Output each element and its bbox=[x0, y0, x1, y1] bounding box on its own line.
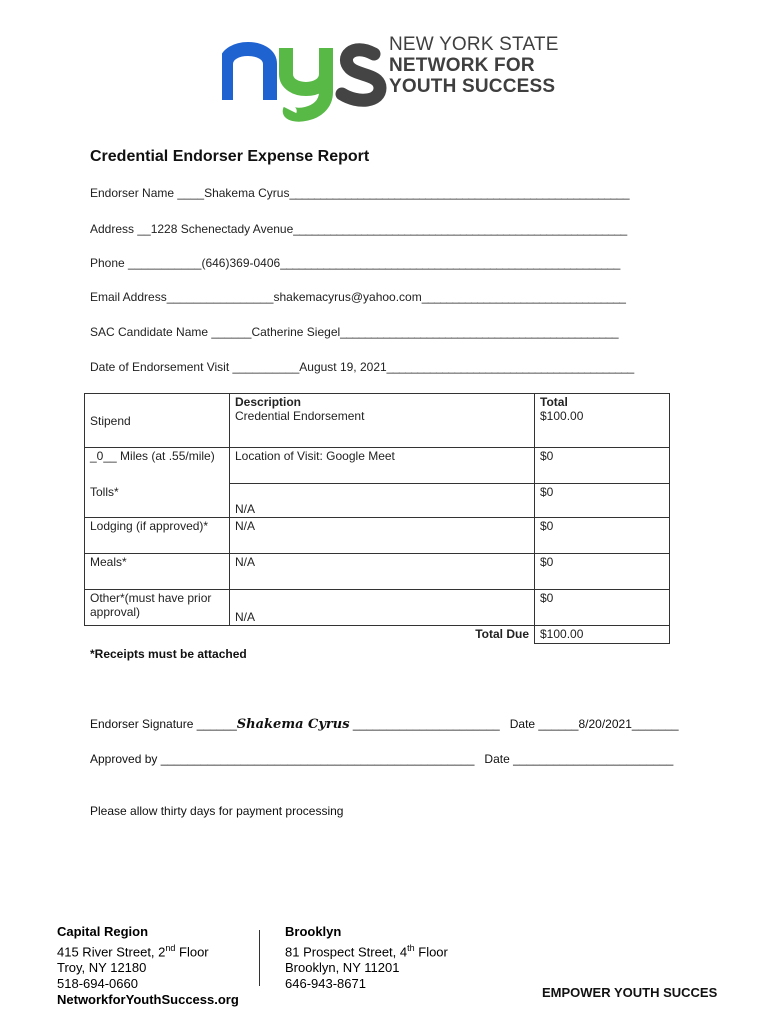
candidate-trail: _____________________________________________ bbox=[340, 325, 618, 339]
description-lodging: N/A bbox=[235, 519, 256, 533]
table-row bbox=[85, 484, 670, 518]
total-lodging: $0 bbox=[540, 519, 554, 533]
footer-left-street-end: Floor bbox=[175, 944, 209, 960]
description-cell bbox=[230, 448, 535, 484]
footer-right-street-line bbox=[285, 940, 448, 960]
footer-left-region: Capital Region bbox=[57, 924, 149, 939]
total-cell bbox=[535, 554, 670, 590]
logo-line-1: NEW YORK STATE bbox=[389, 34, 559, 55]
footer-right-city: Brooklyn, NY 11201 bbox=[285, 960, 400, 976]
table-row bbox=[85, 590, 670, 626]
item-cell bbox=[85, 590, 230, 626]
total-due-cell bbox=[535, 626, 670, 644]
total-stipend: $100.00 bbox=[540, 409, 584, 423]
total-cell bbox=[535, 484, 670, 518]
signature-date-label: Date ______ bbox=[509, 717, 579, 731]
payment-notice: Please allow thirty days for payment processing bbox=[90, 804, 344, 818]
email-label: Email Address________________ bbox=[90, 290, 274, 304]
approval-line bbox=[90, 752, 673, 766]
email-value: shakemacyrus@yahoo.com bbox=[273, 290, 422, 304]
address-trail: ______________________________________________________ bbox=[293, 222, 627, 236]
logo-y-shape bbox=[286, 48, 326, 115]
total-tolls: $0 bbox=[540, 485, 554, 499]
endorser-name-label: Endorser Name ____ bbox=[90, 186, 205, 200]
description-miles: Location of Visit: Google Meet bbox=[235, 449, 395, 463]
item-cell bbox=[85, 484, 230, 518]
receipts-note: *Receipts must be attached bbox=[90, 647, 247, 661]
visit-date-trail: ________________________________________ bbox=[386, 360, 634, 374]
table-row bbox=[85, 394, 670, 448]
footer-brooklyn bbox=[285, 924, 448, 992]
footer-right-street-sup: th bbox=[407, 943, 415, 953]
logo-s-shape bbox=[342, 50, 380, 101]
endorser-signature: Shakema Cyrus bbox=[236, 717, 350, 732]
item-stipend: Stipend bbox=[90, 413, 131, 428]
item-lodging: Lodging (if approved)* bbox=[90, 519, 209, 533]
description-stipend: Credential Endorsement bbox=[235, 409, 365, 423]
item-cell bbox=[85, 394, 230, 448]
item-cell bbox=[85, 518, 230, 554]
total-due-value: $100.00 bbox=[540, 627, 584, 641]
email-trail: _________________________________ bbox=[421, 290, 626, 304]
visit-date-value: August 19, 2021 bbox=[299, 360, 387, 374]
signature-label: Endorser Signature ______ bbox=[90, 717, 237, 731]
endorser-name-trail: _______________________________________________________ bbox=[289, 186, 630, 200]
total-meals: $0 bbox=[540, 555, 554, 569]
signature-line bbox=[90, 717, 679, 732]
address-label: Address __ bbox=[90, 222, 151, 236]
item-meals: Meals* bbox=[90, 555, 127, 569]
table-row bbox=[85, 518, 670, 554]
endorser-name-field bbox=[90, 186, 629, 200]
visit-date-label: Date of Endorsement Visit __________ bbox=[90, 360, 300, 374]
footer-tagline: EMPOWER YOUTH SUCCES bbox=[542, 985, 718, 1000]
total-cell bbox=[535, 590, 670, 626]
item-miles: _0__ Miles (at .55/mile) bbox=[90, 449, 215, 463]
table-row bbox=[85, 626, 670, 644]
expense-table bbox=[84, 393, 670, 644]
logo-n-shape bbox=[226, 49, 270, 100]
description-header: Description bbox=[235, 395, 302, 409]
description-cell bbox=[230, 394, 535, 448]
description-cell bbox=[230, 554, 535, 590]
footer-left-city: Troy, NY 12180 bbox=[57, 960, 147, 976]
signature-trail: ______________________ bbox=[349, 717, 500, 731]
phone-trail: _______________________________________________________ bbox=[280, 256, 620, 270]
endorser-name-value: Shakema Cyrus bbox=[204, 186, 290, 200]
candidate-value: Catherine Siegel bbox=[251, 325, 341, 339]
footer-divider bbox=[259, 930, 260, 986]
item-cell bbox=[85, 448, 230, 484]
visit-date-field bbox=[90, 360, 634, 374]
phone-field bbox=[90, 256, 620, 270]
candidate-field bbox=[90, 325, 618, 339]
empty-cell bbox=[85, 626, 230, 644]
page-title: Credential Endorser Expense Report bbox=[90, 148, 370, 165]
footer-website-link[interactable]: NetworkforYouthSuccess.org bbox=[57, 992, 239, 1008]
total-cell bbox=[535, 518, 670, 554]
description-other: N/A bbox=[235, 610, 256, 624]
candidate-label: SAC Candidate Name ______ bbox=[90, 325, 252, 339]
logo-line-2: NETWORK FOR bbox=[389, 55, 535, 76]
footer-left-street-line bbox=[57, 940, 239, 960]
description-cell bbox=[230, 484, 535, 518]
phone-value: (646)369-0406 bbox=[201, 256, 281, 270]
phone-label: Phone ___________ bbox=[90, 256, 202, 270]
description-cell bbox=[230, 590, 535, 626]
signature-date-trail: _______ bbox=[631, 717, 679, 731]
item-cell bbox=[85, 554, 230, 590]
total-cell bbox=[535, 394, 670, 448]
email-field bbox=[90, 290, 625, 304]
footer-right-street: 81 Prospect Street, 4 bbox=[285, 944, 408, 960]
description-meals: N/A bbox=[235, 555, 256, 569]
item-tolls: Tolls* bbox=[90, 484, 119, 499]
table-row bbox=[85, 554, 670, 590]
logo-line-3: YOUTH SUCCESS bbox=[389, 76, 556, 97]
approved-by-label: Approved by _______________________________________________ bbox=[90, 752, 475, 766]
address-field bbox=[90, 222, 627, 236]
total-due-label-cell bbox=[230, 626, 535, 644]
footer-capital-region bbox=[57, 924, 239, 1008]
footer-right-phone: 646-943-8671 bbox=[285, 976, 366, 992]
table-row bbox=[85, 448, 670, 484]
logo-wordmark bbox=[389, 34, 559, 97]
description-tolls: N/A bbox=[235, 502, 256, 516]
footer-left-street: 415 River Street, 2 bbox=[57, 944, 166, 960]
item-other: Other*(must have prior approval) bbox=[90, 591, 212, 619]
description-cell bbox=[230, 518, 535, 554]
total-cell bbox=[535, 448, 670, 484]
footer-left-phone: 518-694-0660 bbox=[57, 976, 138, 992]
footer-left-street-sup: nd bbox=[165, 943, 176, 953]
total-header: Total bbox=[540, 395, 568, 409]
address-value: 1228 Schenectady Avenue bbox=[150, 222, 294, 236]
total-miles: $0 bbox=[540, 449, 554, 463]
total-other: $0 bbox=[540, 591, 554, 605]
signature-date-value: 8/20/2021 bbox=[578, 717, 632, 731]
footer-right-region: Brooklyn bbox=[285, 924, 342, 939]
footer-right-street-end: Floor bbox=[414, 944, 448, 960]
approval-date-label: Date ________________________ bbox=[484, 752, 674, 766]
total-due-label: Total Due bbox=[475, 627, 529, 641]
